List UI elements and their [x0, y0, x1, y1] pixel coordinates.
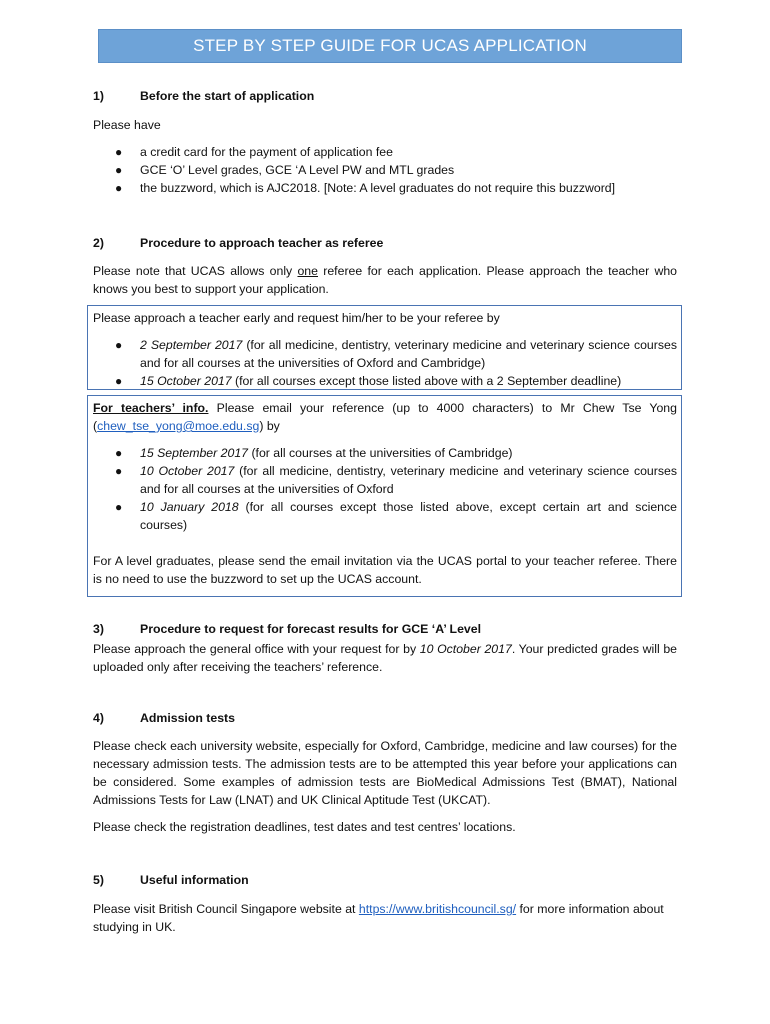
box-2-list	[93, 444, 677, 534]
section-4-heading: Admission tests	[140, 711, 235, 725]
bullet-icon: ●	[115, 163, 123, 177]
section-1-intro: Please have	[93, 118, 161, 132]
list-item: ● GCE ‘O’ Level grades, GCE ‘A Level PW and MTL grades	[115, 163, 455, 177]
bullet-icon: ●	[115, 338, 123, 352]
list-item: ● a credit card for the payment of application fee	[115, 145, 393, 159]
section-1-number: 1)	[93, 89, 104, 103]
box-2-footer: For A level graduates, please send the email invitation via the UCAS portal to your teacher referee. There is no need to use the buzzword to set up the UCAS account.	[93, 554, 677, 586]
section-4-paragraph-1: Please check each university website, especially for Oxford, Cambridge, medicine and law courses) for the necessary admission tests. The admission tests are to be attempted this year before your applications can be considered. Some examples of admission tests are BioMedical Admissions Test (BMAT), National Admissions Tests for Law (LNAT) and UK Clinical Aptitude Test (UKCAT).	[93, 739, 677, 807]
british-council-link[interactable]: https://www.britishcouncil.sg/	[358, 902, 517, 916]
referee-deadline-box	[87, 305, 682, 390]
section-4-paragraph-2: Please check the registration deadlines, test dates and test centres’ locations.	[93, 820, 516, 834]
section-4-number: 4)	[93, 711, 104, 725]
section-1-list	[93, 143, 677, 197]
section-3-number: 3)	[93, 622, 104, 636]
list-item: ● 10 October 2017 (for all medicine, dentistry, veterinary medicine and veterinary science courses and for all courses at the universities of Oxford	[115, 464, 677, 496]
teacher-info-text: For teachers’ info. Please email your reference (up to 4000 characters) to Mr Chew Tse Yong (chew_tse_yong@moe.edu.sg) by	[93, 401, 677, 433]
bullet-icon: ●	[115, 464, 123, 478]
section-1-heading: Before the start of application	[140, 89, 315, 103]
section-5-paragraph: Please visit British Council Singapore website at https://www.britishcouncil.sg/ for more information about studying in UK.	[93, 902, 664, 934]
bullet-icon: ●	[115, 374, 123, 388]
section-3-heading: Procedure to request for forecast results for GCE ‘A’ Level	[140, 622, 481, 636]
email-link[interactable]: chew_tse_yong@moe.edu.sg	[97, 419, 260, 433]
list-item: ● the buzzword, which is AJC2018. [Note: A level graduates do not require this buzzword]	[115, 181, 616, 195]
section-2-paragraph: Please note that UCAS allows only one referee for each application. Please approach the teacher who knows you best to support your application.	[93, 264, 678, 296]
section-5-heading: Useful information	[140, 873, 249, 887]
bullet-icon: ●	[115, 181, 123, 195]
section-2-heading: Procedure to approach teacher as referee	[140, 236, 384, 250]
bullet-icon: ●	[115, 446, 123, 460]
box-1-list	[93, 336, 677, 390]
list-item: ● 15 October 2017 (for all courses except those listed above with a 2 September deadline)	[115, 374, 622, 388]
list-item: ● 10 January 2018 (for all courses except those listed above, except certain art and science courses)	[115, 500, 677, 532]
list-item: ● 2 September 2017 (for all medicine, dentistry, veterinary medicine and veterinary science courses and for all courses at the universities of Oxford and Cambridge)	[115, 338, 677, 370]
section-5-number: 5)	[93, 873, 104, 887]
page-title: STEP BY STEP GUIDE FOR UCAS APPLICATION	[98, 29, 682, 63]
teacher-info-box	[87, 395, 682, 597]
section-2-number: 2)	[93, 236, 104, 250]
box-1-intro: Please approach a teacher early and request him/her to be your referee by	[93, 311, 500, 325]
bullet-icon: ●	[115, 145, 123, 159]
list-item: ● 15 September 2017 (for all courses at the universities of Cambridge)	[115, 446, 513, 460]
section-3-paragraph: Please approach the general office with your request for by 10 October 2017. Your predicted grades will be uploaded only after receiving the teachers’ reference.	[93, 642, 678, 674]
bullet-icon: ●	[115, 500, 123, 514]
